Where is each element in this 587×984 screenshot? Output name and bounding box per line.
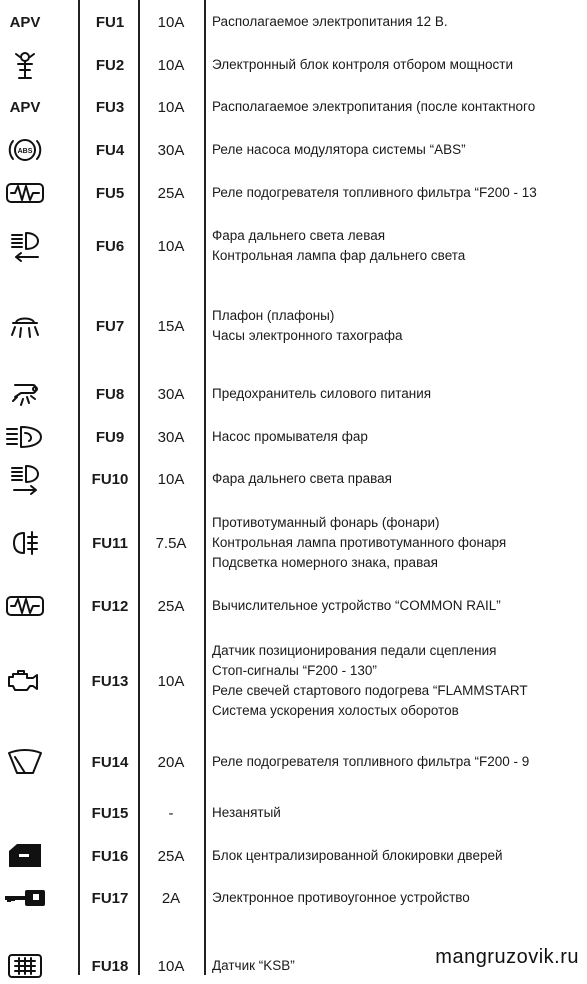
description-line: Вычислительное устройство “COMMON RAIL” bbox=[212, 598, 501, 613]
fuse-amperage: 20A bbox=[157, 753, 185, 771]
description-line: Контрольная лампа противотуманного фонаря bbox=[212, 535, 507, 550]
fuse-code: FU5 bbox=[95, 184, 125, 202]
fuse-code: FU14 bbox=[91, 753, 129, 771]
immobilizer-key-icon bbox=[0, 878, 50, 918]
fuse-amperage: 10A bbox=[157, 237, 185, 255]
description-line: Реле насоса модулятора системы “ABS” bbox=[212, 142, 466, 157]
fuse-row-fu13 bbox=[0, 637, 587, 725]
description-line: Датчик позиционирования педали сцепления bbox=[212, 643, 497, 658]
description-line: Реле подогревателя топливного фильтра “F200 - 13 bbox=[212, 185, 537, 200]
fuse-description bbox=[212, 508, 587, 578]
fuse-code: FU17 bbox=[91, 889, 129, 907]
fuse-amperage: 7.5A bbox=[155, 534, 187, 552]
fuse-row-fu6 bbox=[0, 217, 587, 275]
fuse-amperage: 30A bbox=[157, 428, 185, 446]
fuse-description bbox=[212, 173, 587, 213]
engine-icon bbox=[0, 637, 50, 725]
fuse-row-fu12 bbox=[0, 586, 587, 626]
high-beam-left-icon bbox=[0, 217, 50, 275]
fuse-description bbox=[212, 45, 587, 85]
fuse-description bbox=[212, 637, 587, 725]
fuse-amperage: 25A bbox=[157, 597, 185, 615]
fuse-amperage: 10A bbox=[157, 56, 185, 74]
fuse-code: FU2 bbox=[95, 56, 125, 74]
fuse-row-fu14 bbox=[0, 742, 587, 782]
fuse-amperage: 10A bbox=[157, 470, 185, 488]
fuse-row-fu1 bbox=[0, 2, 587, 42]
fuse-code: FU16 bbox=[91, 847, 129, 865]
fuse-code: FU8 bbox=[95, 385, 125, 403]
fuse-amperage: 10A bbox=[157, 98, 185, 116]
description-line: Насос промывателя фар bbox=[212, 429, 368, 444]
headlamp-washer-icon bbox=[0, 417, 50, 457]
fuse-row-fu8 bbox=[0, 374, 587, 414]
power-supply-icon bbox=[0, 374, 50, 414]
high-beam-right-icon bbox=[0, 459, 50, 499]
fuse-description bbox=[212, 878, 587, 918]
fuse-description bbox=[212, 290, 587, 362]
door-lock-icon bbox=[0, 836, 50, 876]
fuse-row-fu11 bbox=[0, 508, 587, 578]
fuse-description bbox=[212, 417, 587, 457]
fuse-description bbox=[212, 130, 587, 170]
fuse-description bbox=[212, 459, 587, 499]
description-line: Часы электронного тахографа bbox=[212, 328, 403, 343]
description-line: Предохранитель силового питания bbox=[212, 386, 432, 401]
fuse-row-fu17 bbox=[0, 878, 587, 918]
fuel-heater-icon bbox=[0, 173, 50, 213]
fuse-amperage: - bbox=[168, 804, 174, 822]
description-line: Располагаемое электропитания (после контактного bbox=[212, 99, 536, 114]
description-line: Стоп-сигналы “F200 - 130” bbox=[212, 663, 377, 678]
description-line: Подсветка номерного знака, правая bbox=[212, 555, 438, 570]
fuse-amperage: 30A bbox=[157, 385, 185, 403]
description-line: Фара дальнего света правая bbox=[212, 471, 392, 486]
description-line: Контрольная лампа фар дальнего света bbox=[212, 248, 466, 263]
wiper-icon bbox=[0, 742, 50, 782]
fuse-code: FU3 bbox=[95, 98, 125, 116]
fuse-code: FU9 bbox=[95, 428, 125, 446]
fuse-description bbox=[212, 2, 587, 42]
description-line: Электронный блок контроля отбором мощности bbox=[212, 57, 514, 72]
fuse-row-fu10 bbox=[0, 459, 587, 499]
fuse-row-fu16 bbox=[0, 836, 587, 876]
fuse-description bbox=[212, 836, 587, 876]
fuse-row-fu4 bbox=[0, 130, 587, 170]
fuse-amperage: 30A bbox=[157, 141, 185, 159]
fuse-row-fu5 bbox=[0, 173, 587, 213]
description-line: Фара дальнего света левая bbox=[212, 228, 386, 243]
fuse-amperage: 15A bbox=[157, 317, 185, 335]
fuse-code: FU15 bbox=[91, 804, 129, 822]
fuse-description bbox=[212, 586, 587, 626]
watermark: mangruzovik.ru bbox=[431, 946, 583, 969]
fuse-code: FU18 bbox=[91, 957, 129, 975]
fuse-code: FU12 bbox=[91, 597, 129, 615]
description-line: Система ускорения холостых оборотов bbox=[212, 703, 459, 718]
fuse-code: FU1 bbox=[95, 13, 125, 31]
fuse-row-fu15 bbox=[0, 793, 587, 833]
apv-label: APV bbox=[9, 13, 41, 31]
fuse-code: FU11 bbox=[92, 534, 128, 552]
dome-light-icon bbox=[0, 290, 50, 362]
description-line: Реле подогревателя топливного фильтра “F200 - 9 bbox=[212, 754, 530, 769]
svg-text:ABS: ABS bbox=[17, 148, 33, 155]
fuse-amperage: 10A bbox=[157, 13, 185, 31]
fuse-code: FU10 bbox=[91, 470, 129, 488]
fuse-code: FU7 bbox=[95, 317, 125, 335]
fuse-row-fu3 bbox=[0, 87, 587, 127]
description-line: Располагаемое электропитания 12 В. bbox=[212, 14, 448, 29]
rear-fog-icon bbox=[0, 508, 50, 578]
common-rail-icon bbox=[0, 586, 50, 626]
ksb-sensor-icon bbox=[0, 948, 50, 984]
fuse-row-fu9 bbox=[0, 417, 587, 457]
description-line: Датчик “KSB” bbox=[212, 958, 295, 973]
fuse-amperage: 10A bbox=[157, 957, 185, 975]
empty-icon-cell bbox=[0, 793, 50, 833]
fuse-description bbox=[212, 793, 587, 833]
fuse-amperage: 10A bbox=[157, 672, 185, 690]
description-line: Реле свечей стартового подогрева “FLAMMSTART bbox=[212, 683, 528, 698]
description-line: Блок централизированной блокировки дверей bbox=[212, 848, 503, 863]
description-line: Незанятый bbox=[212, 805, 281, 820]
fuse-code: FU13 bbox=[91, 672, 129, 690]
fuse-row-fu7 bbox=[0, 290, 587, 362]
fuse-amperage: 2A bbox=[161, 889, 181, 907]
abs-icon bbox=[0, 130, 50, 170]
description-line: Противотуманный фонарь (фонари) bbox=[212, 515, 440, 530]
fuse-description bbox=[212, 374, 587, 414]
description-line: Плафон (плафоны) bbox=[212, 308, 335, 323]
apv-label: APV bbox=[9, 98, 41, 116]
fuse-code: FU4 bbox=[95, 141, 125, 159]
fuse-description bbox=[212, 217, 587, 275]
fuse-amperage: 25A bbox=[157, 847, 185, 865]
fuse-description bbox=[212, 742, 587, 782]
description-line: Электронное противоугонное устройство bbox=[212, 890, 470, 905]
fuse-row-fu2 bbox=[0, 45, 587, 85]
fuse-description bbox=[212, 87, 587, 127]
fuse-code: FU6 bbox=[95, 237, 125, 255]
pto-icon bbox=[0, 45, 50, 85]
fuse-amperage: 25A bbox=[157, 184, 185, 202]
